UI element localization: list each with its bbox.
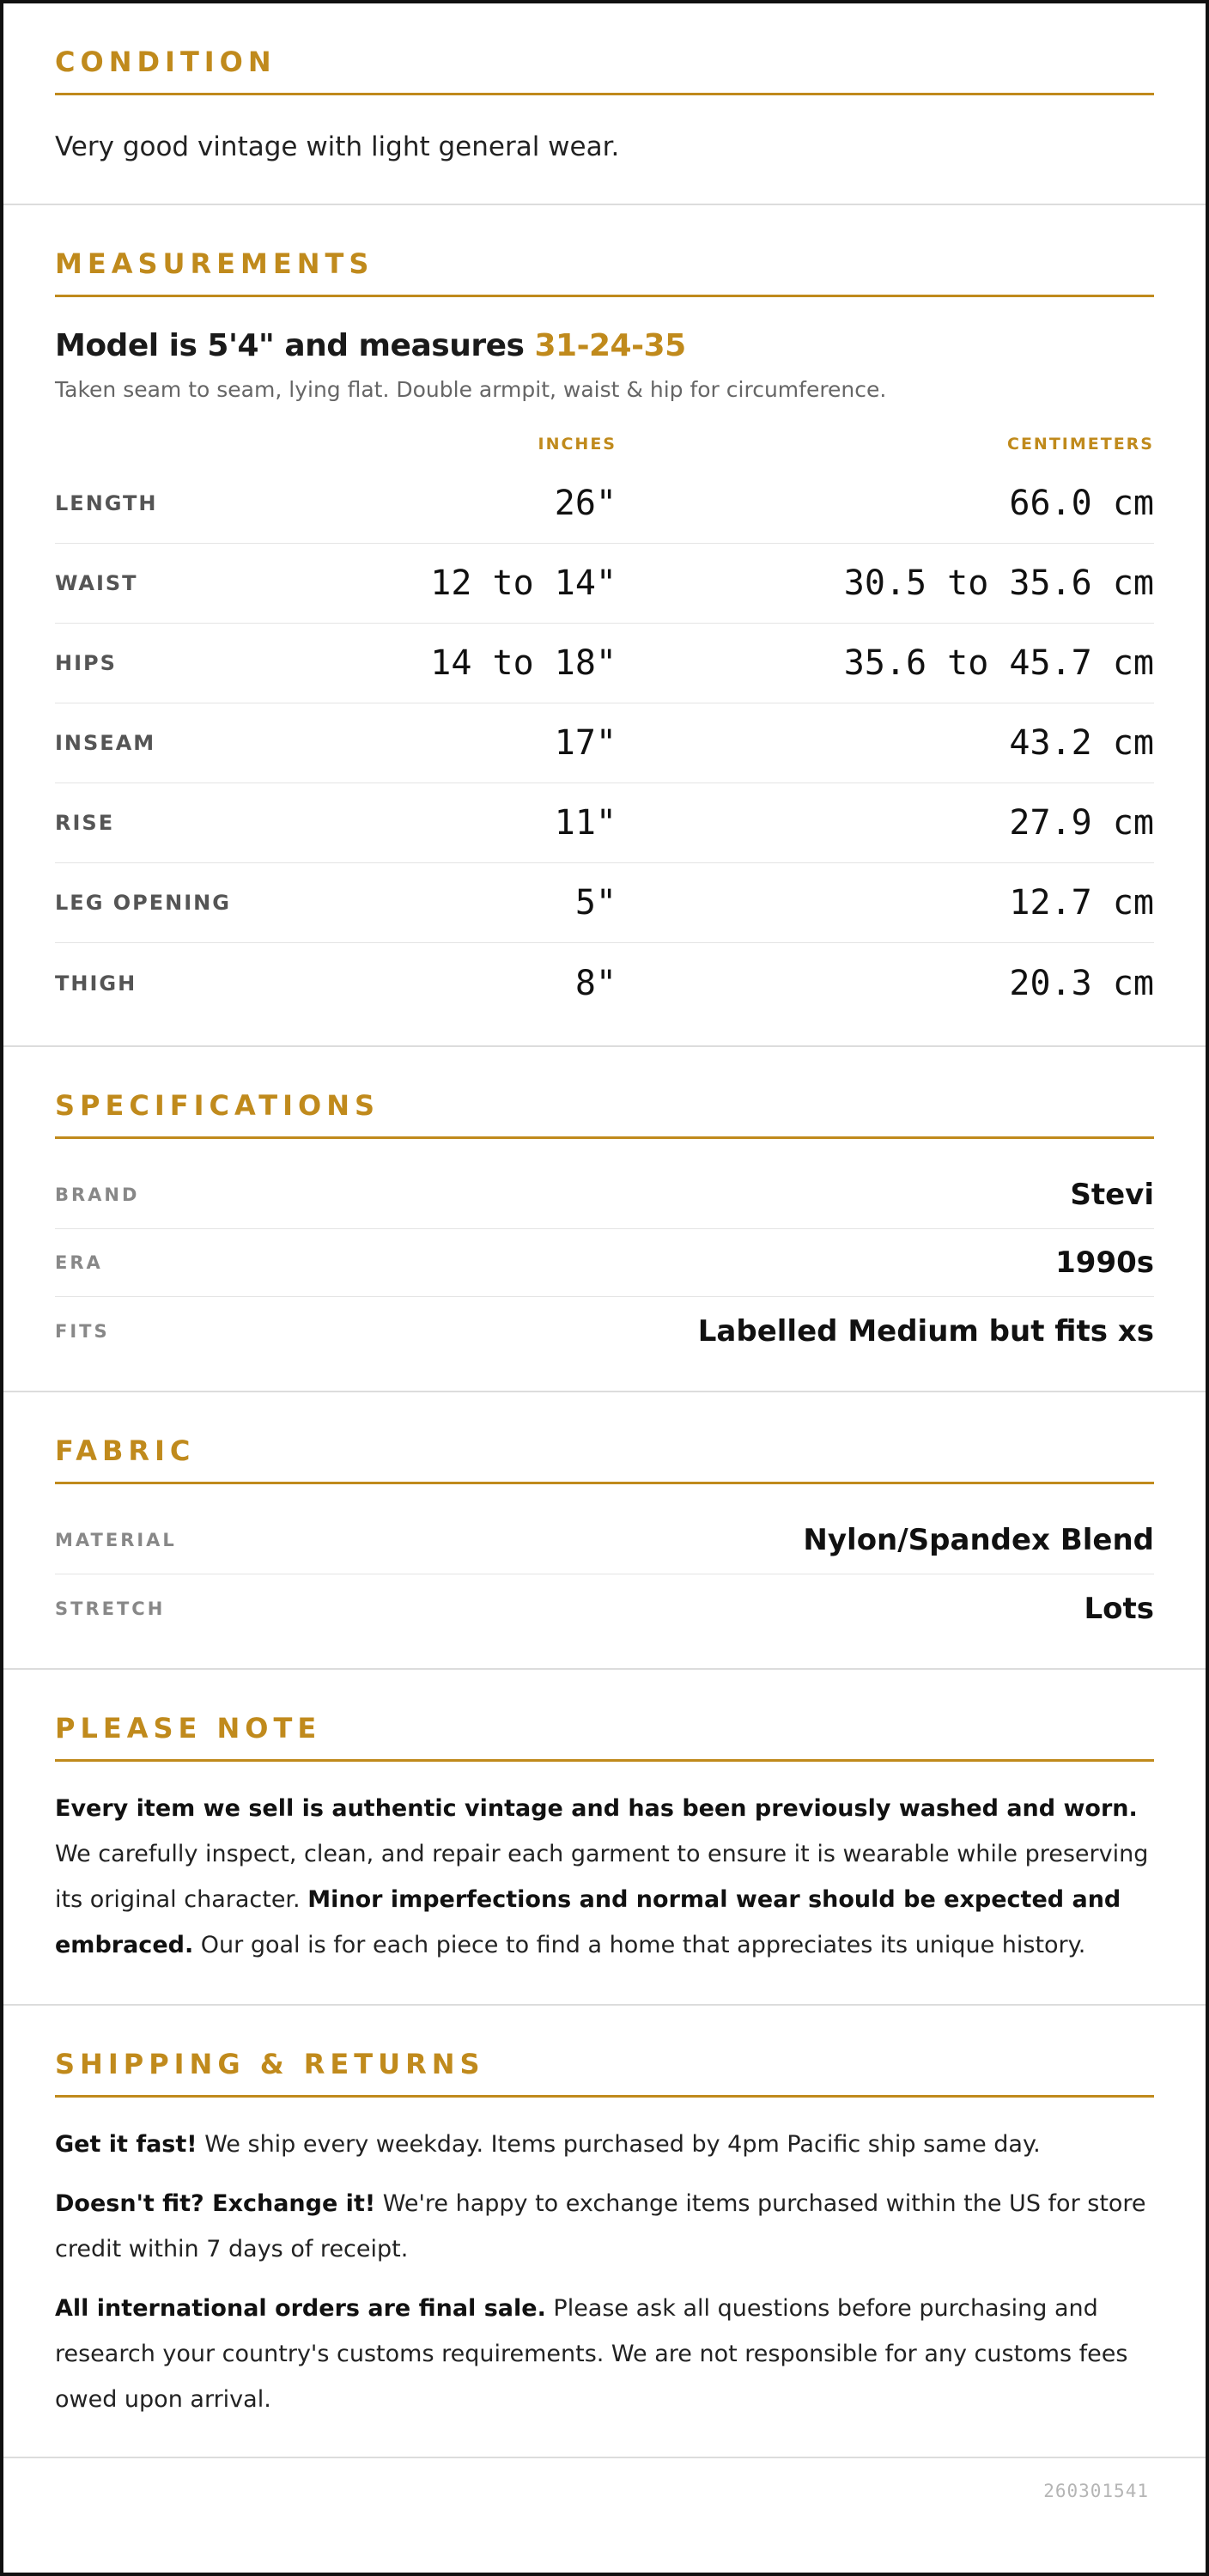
please-note-paragraph xyxy=(55,1786,1154,1968)
measurement-label: INSEAM xyxy=(55,731,156,755)
condition-heading: CONDITION xyxy=(55,48,1154,95)
please-note-section xyxy=(3,1670,1206,2006)
spec-label: STRETCH xyxy=(55,1598,166,1619)
please-note-heading: PLEASE NOTE xyxy=(55,1714,1154,1762)
measurement-cm: 27.9 cm xyxy=(1009,803,1154,843)
centimeters-column-header: CENTIMETERS xyxy=(1007,435,1154,454)
shipping-text-1: We ship every weekday. Items purchased by 4pm Pacific ship same day. xyxy=(197,2131,1041,2158)
spec-row xyxy=(55,1297,1154,1365)
shipping-bold-1: Get it fast! xyxy=(55,2131,197,2158)
measurement-inches: 17" xyxy=(554,723,617,763)
spec-label: MATERIAL xyxy=(55,1530,177,1550)
specifications-section xyxy=(3,1047,1206,1392)
shipping-paragraph-international xyxy=(55,2286,1154,2422)
fabric-section xyxy=(3,1392,1206,1670)
measurement-label: WAIST xyxy=(55,571,138,595)
measurement-table xyxy=(55,464,1154,1045)
measurement-label: RISE xyxy=(55,811,115,835)
measurement-cm: 30.5 to 35.6 cm xyxy=(843,563,1154,603)
inches-column-header: INCHES xyxy=(538,435,617,454)
note-text-2: Our goal is for each piece to find a home that appreciates its unique history. xyxy=(193,1932,1086,1958)
spec-value: Lots xyxy=(1084,1591,1154,1626)
measurement-cm: 66.0 cm xyxy=(1009,484,1154,523)
fabric-heading: FABRIC xyxy=(55,1437,1154,1484)
condition-section xyxy=(3,3,1206,205)
measurements-section xyxy=(3,205,1206,1047)
measurement-cm: 43.2 cm xyxy=(1009,723,1154,763)
measurement-inches: 14 to 18" xyxy=(430,643,617,683)
measurement-row xyxy=(55,863,1154,943)
spec-value: Stevi xyxy=(1070,1178,1154,1212)
note-bold-2: Minor imperfections and normal wear should be expected and embraced. xyxy=(55,1886,1121,1958)
note-bold-1: Every item we sell is authentic vintage and has been previously washed and worn. xyxy=(55,1795,1138,1822)
measurement-label: THIGH xyxy=(55,971,137,996)
measurement-inches: 5" xyxy=(574,883,617,923)
shipping-bold-3: All international orders are final sale. xyxy=(55,2295,546,2322)
measurement-cm: 12.7 cm xyxy=(1009,883,1154,923)
shipping-bold-2: Doesn't fit? Exchange it! xyxy=(55,2190,376,2217)
spec-value: Nylon/Spandex Blend xyxy=(803,1523,1154,1557)
measurement-method-note: Taken seam to seam, lying flat. Double armpit, waist & hip for circumference. xyxy=(55,377,887,402)
condition-text: Very good vintage with light general wear. xyxy=(55,131,620,162)
measurement-cm: 35.6 to 45.7 cm xyxy=(843,643,1154,683)
measurement-label: LENGTH xyxy=(55,491,158,515)
specifications-table xyxy=(55,1161,1154,1391)
measurement-inches: 11" xyxy=(554,803,617,843)
shipping-text-2: We're happy to exchange items purchased within the US for store credit within 7 days of receipt. xyxy=(55,2190,1146,2262)
spec-row xyxy=(55,1229,1154,1297)
measurement-label: LEG OPENING xyxy=(55,891,231,915)
spec-label: ERA xyxy=(55,1252,103,1273)
measurement-row xyxy=(55,783,1154,863)
model-measurements xyxy=(55,328,1154,363)
item-code: 260301541 xyxy=(1043,2481,1149,2501)
specifications-heading: SPECIFICATIONS xyxy=(55,1092,1154,1139)
measurement-row xyxy=(55,464,1154,544)
measurement-column-headers xyxy=(55,435,1154,454)
measurement-row xyxy=(55,943,1154,1023)
note-text-1: We carefully inspect, clean, and repair each garment to ensure it is wearable while preserving its original character. xyxy=(55,1841,1149,1913)
spec-value: 1990s xyxy=(1055,1245,1154,1280)
fabric-table xyxy=(55,1507,1154,1668)
spec-value: Labelled Medium but fits xs xyxy=(697,1313,1154,1349)
measurement-row xyxy=(55,624,1154,703)
shipping-paragraph-exchange xyxy=(55,2181,1154,2272)
shipping-text-3: Please ask all questions before purchasing and research your country's customs requirements. We are not responsible for any customs fees owed upon arrival. xyxy=(55,2295,1128,2413)
shipping-section xyxy=(3,2006,1206,2458)
shipping-heading: SHIPPING & RETURNS xyxy=(55,2050,1154,2098)
measurement-inches: 8" xyxy=(574,963,617,1003)
measurements-heading: MEASUREMENTS xyxy=(55,250,1154,297)
footer xyxy=(3,2458,1206,2527)
model-prefix: Model is 5'4" and measures xyxy=(55,328,535,363)
shipping-paragraph-fast xyxy=(55,2122,1154,2167)
spec-label: BRAND xyxy=(55,1184,140,1205)
measurement-row xyxy=(55,703,1154,783)
measurement-cm: 20.3 cm xyxy=(1009,963,1154,1003)
shipping-body xyxy=(55,2098,1154,2457)
measurement-inches: 26" xyxy=(554,484,617,523)
spec-row xyxy=(55,1574,1154,1642)
measurement-label: HIPS xyxy=(55,651,117,675)
spec-row xyxy=(55,1507,1154,1574)
spec-label: FITS xyxy=(55,1320,110,1342)
spec-row xyxy=(55,1161,1154,1229)
measurement-inches: 12 to 14" xyxy=(430,563,617,603)
measurement-row xyxy=(55,544,1154,624)
model-accent: 31-24-35 xyxy=(534,328,686,363)
please-note-body xyxy=(55,1762,1154,2004)
